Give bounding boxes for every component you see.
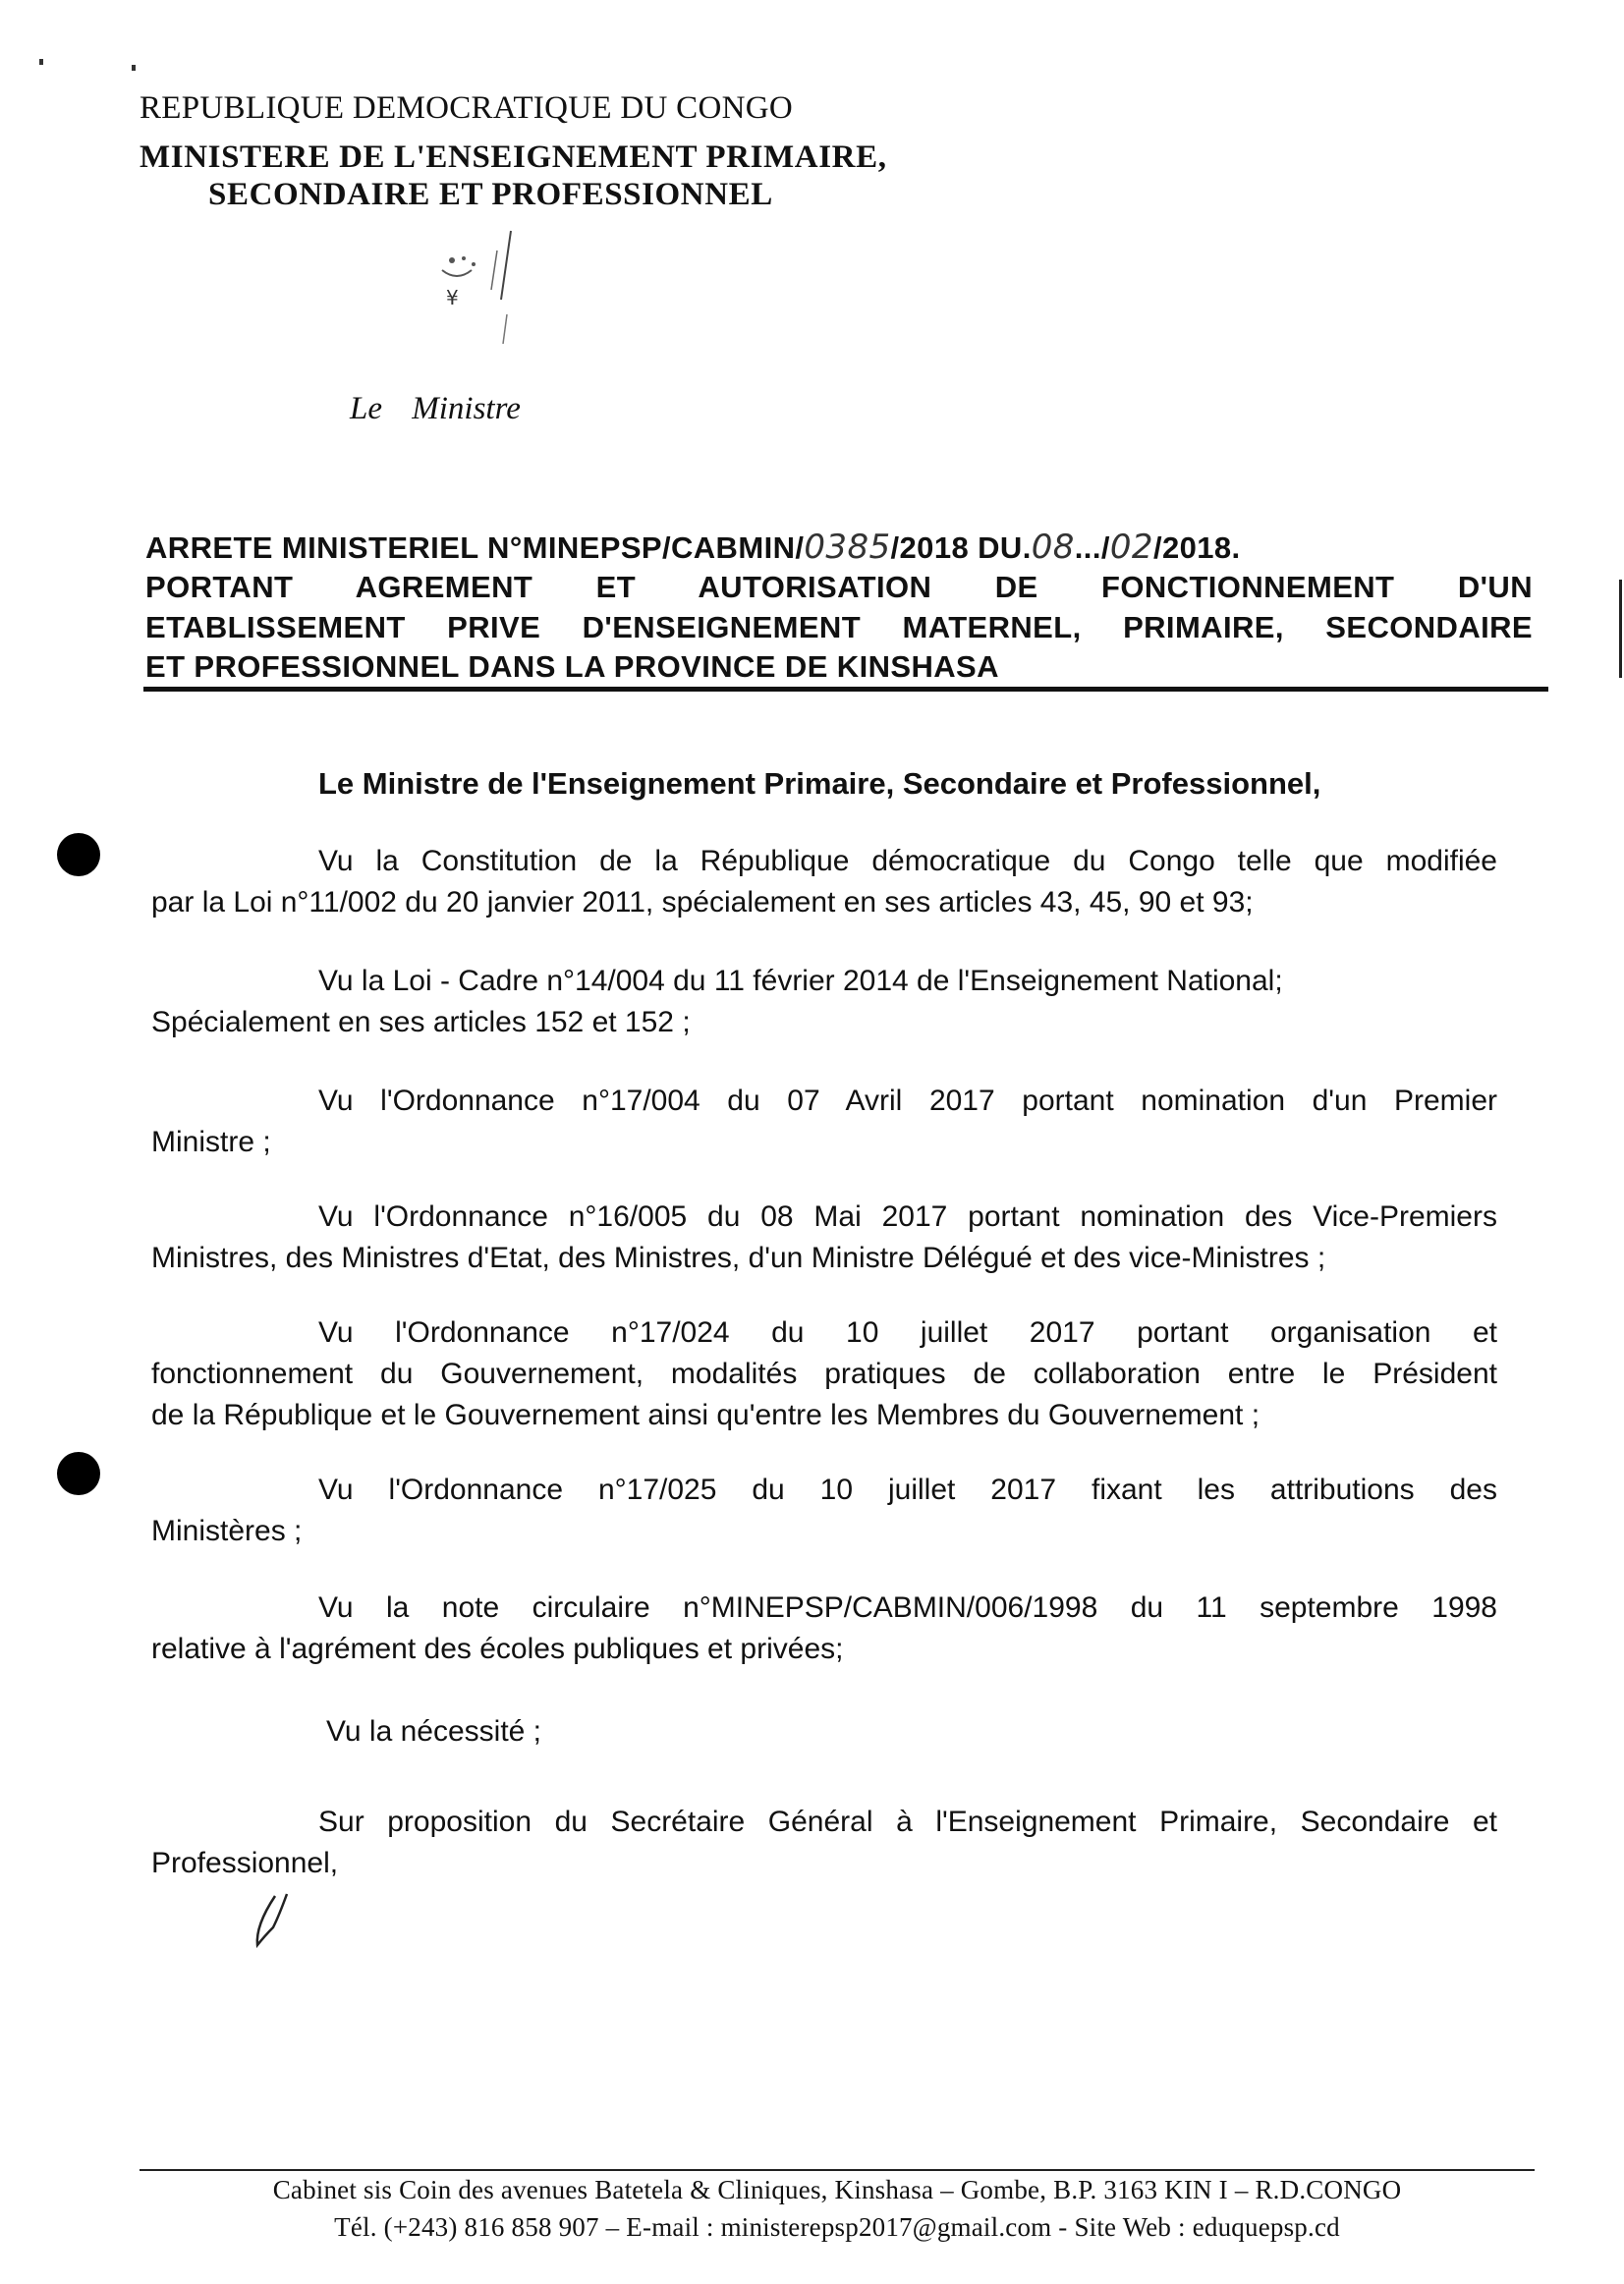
paragraph-rest: Ministères ; (151, 1515, 303, 1547)
decree-number-handwritten: 0385 (804, 528, 891, 567)
handwritten-initial (246, 1886, 305, 1965)
footer-rule (140, 2169, 1535, 2171)
considerant-loi-cadre (151, 961, 1497, 1043)
decree-year-label: /2018 DU. (890, 530, 1032, 565)
decree-date-separator: / (1100, 530, 1110, 565)
paragraph-first-line: Vu l'Ordonnance n°17/025 du 10 juillet 2017 fixant les attributions des (318, 1474, 1497, 1506)
paragraph-rest: fonctionnement du Gouvernement, modalités pratiques de collaboration entre le Président (151, 1358, 1497, 1390)
footer-contact: Tél. (+243) 816 858 907 – E-mail : ministerepsp2017@gmail.com - Site Web : eduquepsp.cd (334, 2212, 1340, 2242)
footer-address: Cabinet sis Coin des avenues Batetela & Cliniques, Kinshasa – Gombe, B.P. 3163 KIN I – R.D.CONGO (272, 2175, 1402, 2204)
considerant-ordonnance-premier-ministre (151, 1081, 1497, 1163)
republic-header: REPUBLIQUE DEMOCRATIQUE DU CONGO (140, 90, 794, 126)
decree-title-line1 (145, 528, 1533, 567)
paragraph-rest: Spécialement en ses articles 152 et 152 ; (151, 1006, 691, 1038)
paragraph-single-line: Vu la nécessité ; (326, 1715, 542, 1748)
title-underline (143, 687, 1548, 692)
paragraph-rest: de la République et le Gouvernement ainsi qu'entre les Membres du Gouvernement ; (151, 1399, 1260, 1431)
considerant-note-circulaire (151, 1588, 1497, 1670)
paragraph-rest: Ministre ; (151, 1126, 271, 1158)
scan-speck (39, 59, 43, 65)
scan-edge-mark (1619, 580, 1622, 678)
paragraph-first-line: Vu l'Ordonnance n°17/024 du 10 juillet 2017 portant organisation et (318, 1316, 1497, 1349)
decree-title-line2: PORTANT AGREMENT ET AUTORISATION DE FONCTIONNEMENT D'UN (145, 570, 1533, 604)
considerant-ordonnance-vice-premiers (151, 1197, 1497, 1279)
paragraph-rest: Ministres, des Ministres d'Etat, des Ministres, d'un Ministre Délégué et des vice-Ministres ; (151, 1242, 1326, 1274)
svg-text:¥: ¥ (446, 286, 459, 309)
considerant-necessite (151, 1711, 1497, 1753)
punch-hole (57, 1452, 100, 1495)
emblem-stamp (413, 221, 531, 349)
considerant-constitution (151, 841, 1497, 923)
decree-date-dots: ... (1074, 530, 1101, 565)
decree-title-line3: ETABLISSEMENT PRIVE D'ENSEIGNEMENT MATERNEL, PRIMAIRE, SECONDAIRE (145, 610, 1533, 644)
paragraph-first-line: Vu la note circulaire n°MINEPSP/CABMIN/006/1998 du 11 septembre 1998 (318, 1591, 1497, 1624)
decree-title-line4: ET PROFESSIONNEL DANS LA PROVINCE DE KINSHASA (145, 649, 999, 684)
sur-proposition (151, 1802, 1497, 1884)
paragraph-rest: par la Loi n°11/002 du 20 janvier 2011, spécialement en ses articles 43, 45, 90 et 93; (151, 886, 1254, 919)
paragraph-first-line: Sur proposition du Secrétaire Général à l'Enseignement Primaire, Secondaire et (318, 1806, 1497, 1838)
decree-day-handwritten: 08 (1031, 528, 1075, 567)
paragraph-rest: relative à l'agrément des écoles publiques et privées; (151, 1633, 844, 1665)
considerant-ordonnance-attributions (151, 1470, 1497, 1552)
le-ministre-label: Le Ministre (350, 391, 521, 426)
paragraph-first-line: Vu l'Ordonnance n°17/004 du 07 Avril 2017 portant nomination d'un Premier (318, 1085, 1497, 1117)
paragraph-first-line: Vu la Loi - Cadre n°14/004 du 11 février 2014 de l'Enseignement National; (318, 965, 1283, 997)
decree-number-prefix: ARRETE MINISTERIEL N°MINEPSP/CABMIN/ (145, 530, 805, 565)
paragraph-rest: Professionnel, (151, 1847, 339, 1879)
decree-date-year: /2018. (1152, 530, 1241, 565)
paragraph-first-line: Vu l'Ordonnance n°16/005 du 08 Mai 2017 portant nomination des Vice-Premiers (318, 1200, 1497, 1233)
ministry-header-line1: MINISTERE DE L'ENSEIGNEMENT PRIMAIRE, (140, 139, 887, 175)
considerant-ordonnance-organisation (151, 1312, 1497, 1436)
ministry-header-line2: SECONDAIRE ET PROFESSIONNEL (208, 177, 773, 212)
scan-speck (132, 65, 136, 71)
decree-month-handwritten: 02 (1109, 528, 1153, 567)
paragraph-first-line: Vu la Constitution de la République démocratique du Congo telle que modifiée (318, 845, 1497, 877)
punch-hole (57, 833, 100, 876)
preamble: Le Ministre de l'Enseignement Primaire, Secondaire et Professionnel, (318, 766, 1321, 801)
